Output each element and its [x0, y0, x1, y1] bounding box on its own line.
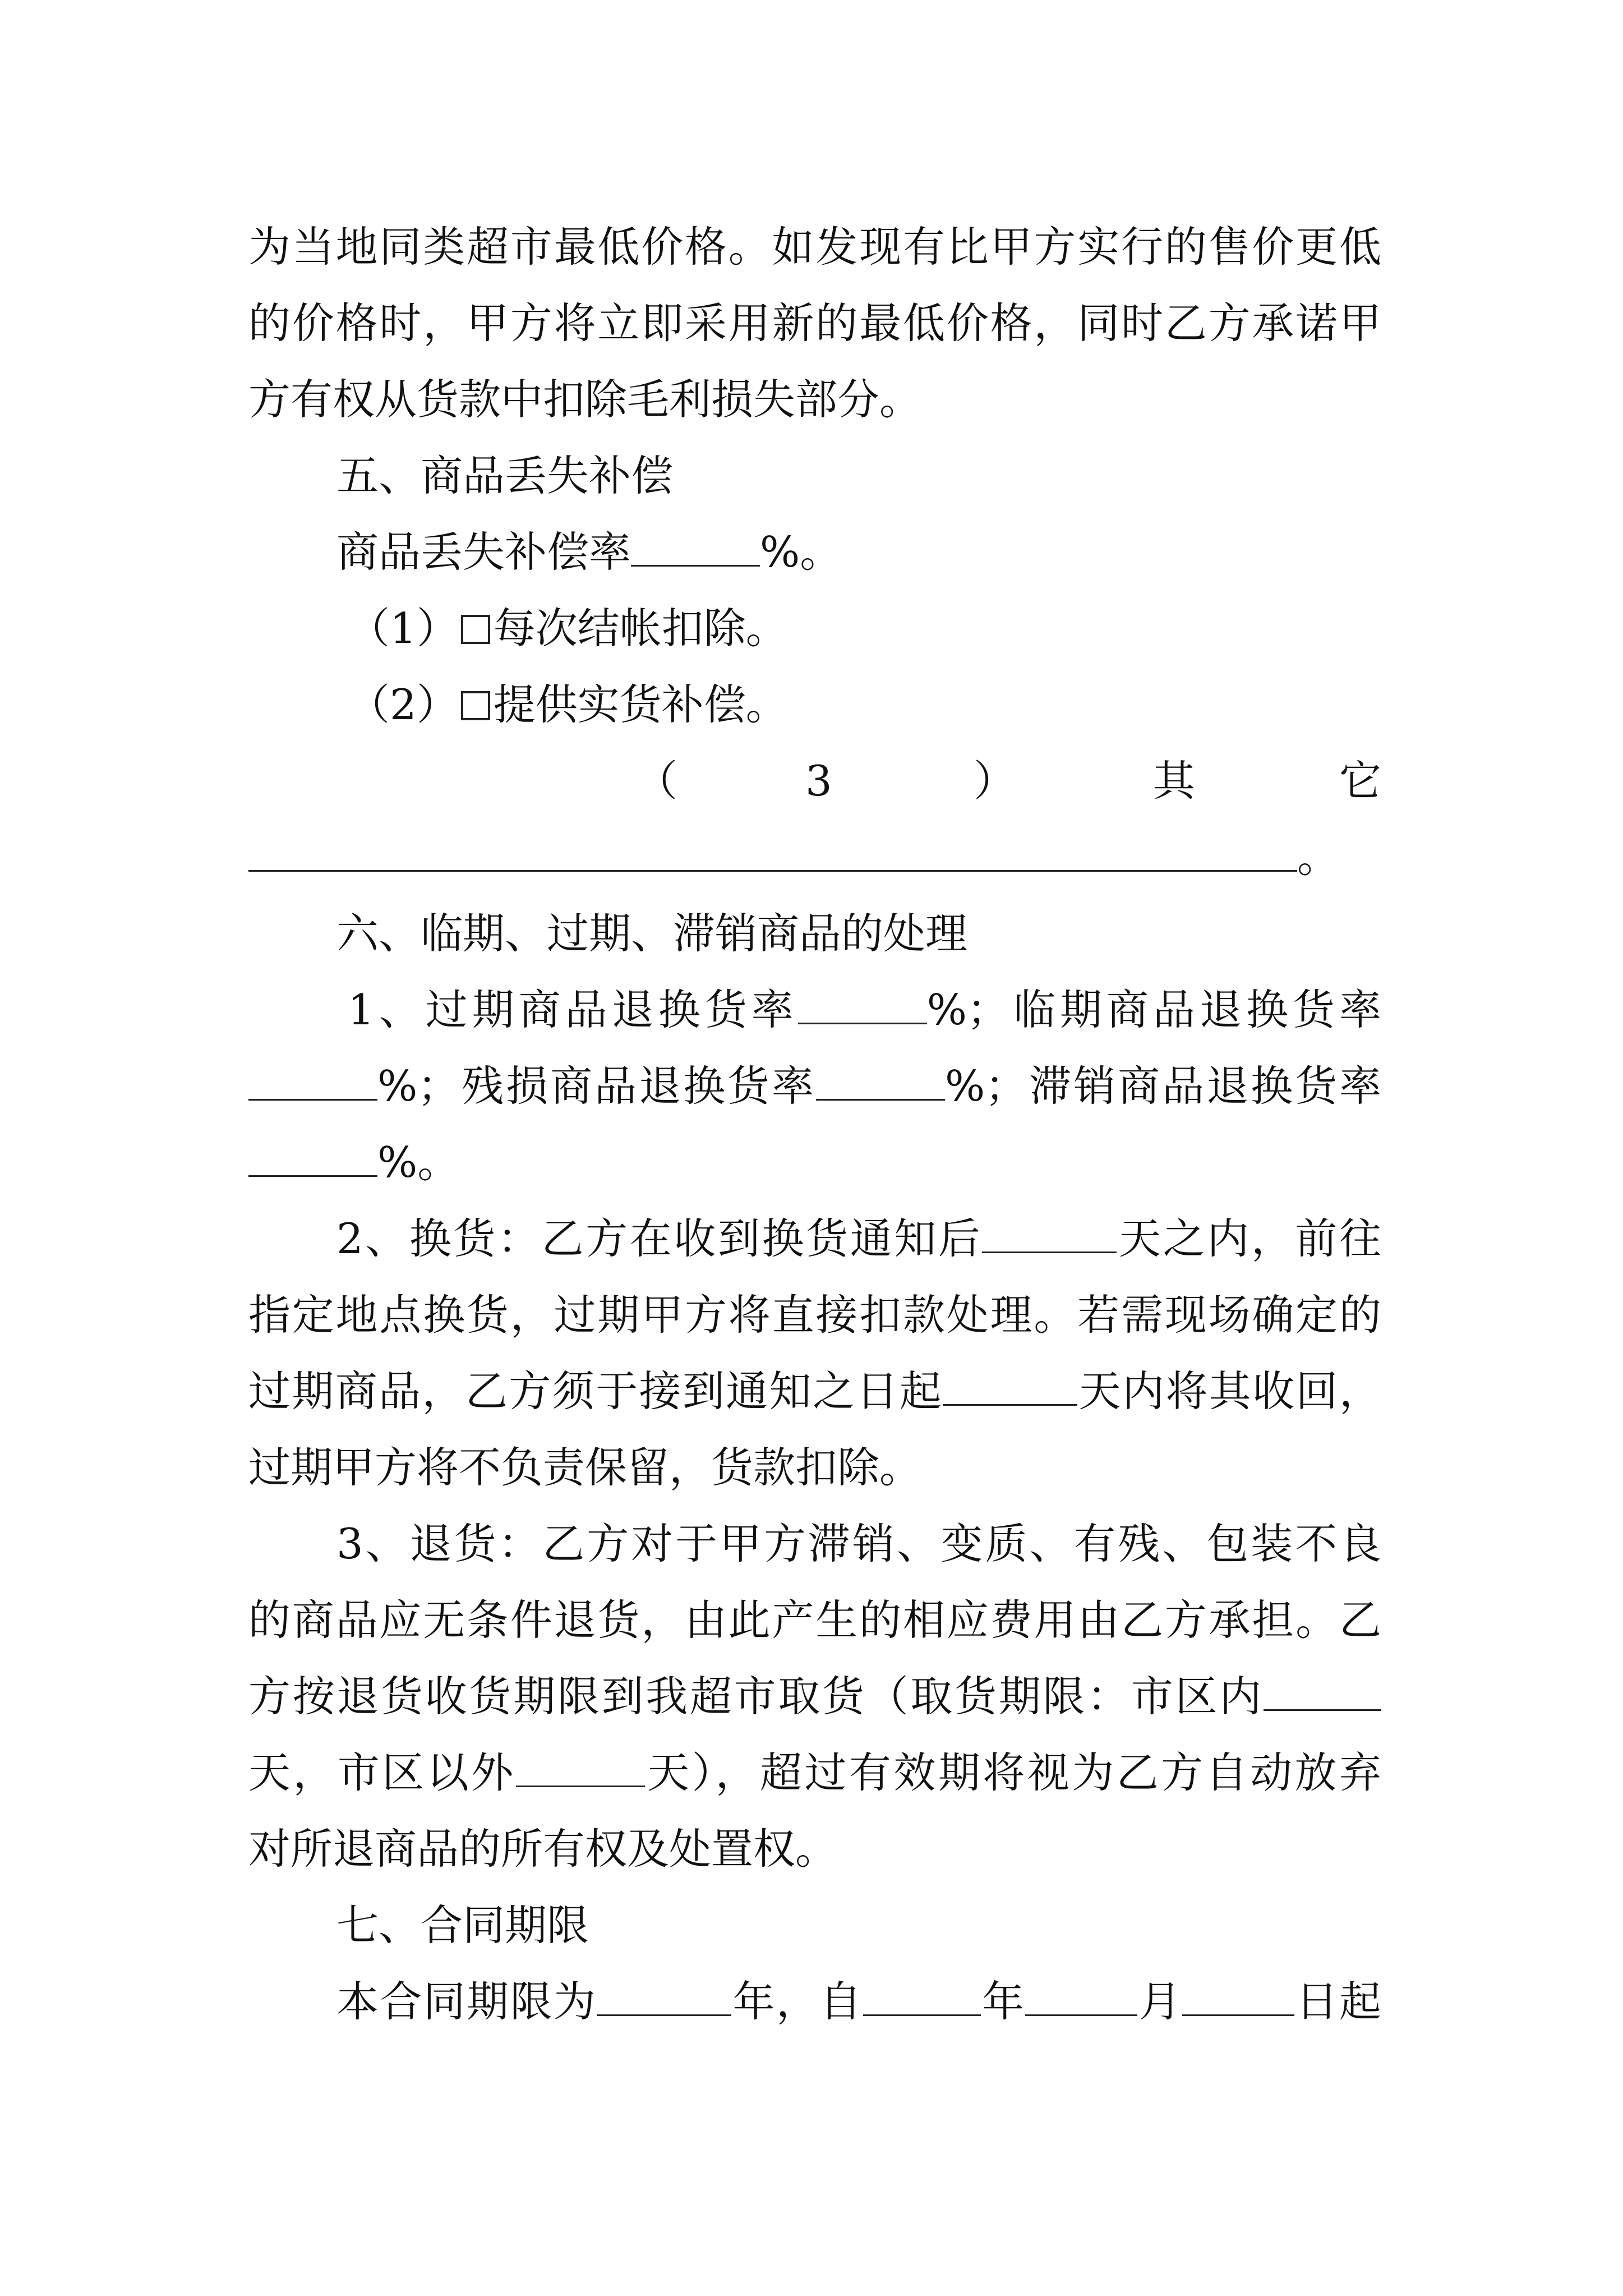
- text-line: [336, 1971, 1381, 2032]
- text-line: [336, 1208, 1381, 1269]
- text-line: [248, 1131, 1381, 1193]
- section-heading: 七、合同期限: [336, 1901, 589, 1950]
- text-line: [348, 979, 1381, 1041]
- section-heading: 六、临期、过期、滞销商品的处理: [336, 909, 968, 958]
- option-label: 每次结帐扣除。: [493, 604, 788, 653]
- label: 方按退货收货期限到我超市取货（取货期限：市区内: [248, 1672, 1264, 1721]
- checkbox-icon[interactable]: [461, 691, 490, 720]
- text-char: 3: [805, 756, 832, 806]
- label: %；残损商品退换货率: [377, 1061, 816, 1111]
- option-line: [348, 597, 1381, 659]
- text-line: 方有权从货款中扣除毛利损失部分。: [248, 375, 922, 424]
- label: 1、过期商品退换货率: [348, 985, 798, 1034]
- label: 年: [980, 1977, 1026, 2026]
- text-line: [336, 521, 1381, 583]
- option-label: 提供实货补偿。: [493, 680, 788, 729]
- label: 商品丢失补偿率: [336, 527, 631, 577]
- text-line: 的价格时，甲方将立即采用新的最低价格，同时乙方承诺甲: [248, 298, 1381, 348]
- label: 。: [1297, 832, 1340, 882]
- label: %。: [760, 527, 842, 577]
- option-line: [248, 750, 1381, 812]
- fill-blank[interactable]: [863, 1978, 981, 2016]
- text-line: [248, 1665, 1381, 1727]
- text-char: （: [635, 756, 678, 806]
- label: 本合同期限为: [336, 1977, 597, 2026]
- fill-blank[interactable]: [1264, 1673, 1381, 1711]
- label: 天内将其收回，: [1077, 1366, 1381, 1416]
- text-line: 3、退货：乙方对于甲方滞销、变质、有残、包装不良: [336, 1519, 1381, 1568]
- fill-blank[interactable]: [1182, 1978, 1294, 2016]
- fill-blank[interactable]: [597, 1978, 731, 2016]
- label: 天之内，前往: [1117, 1214, 1381, 1263]
- label: 天），超过有效期将视为乙方自动放弃: [644, 1748, 1381, 1797]
- text-line: [248, 1055, 1381, 1117]
- label: %；临期商品退换货率: [926, 985, 1382, 1034]
- label: 2、换货：乙方在收到换货通知后: [336, 1214, 983, 1263]
- fill-blank[interactable]: [982, 1216, 1117, 1253]
- text-line: 指定地点换货，过期甲方将直接扣款处理。若需现场确定的: [248, 1290, 1381, 1340]
- label: 过期商品，乙方须于接到通知之日起: [248, 1366, 943, 1416]
- text-line: 为当地同类超市最低价格。如发现有比甲方实行的售价更低: [248, 222, 1381, 272]
- fill-blank[interactable]: [798, 987, 927, 1024]
- label: 日起: [1294, 1977, 1381, 2026]
- fill-blank[interactable]: [516, 1750, 645, 1787]
- fill-blank[interactable]: [248, 1063, 377, 1101]
- fill-blank[interactable]: [943, 1368, 1077, 1406]
- checkbox-icon[interactable]: [461, 615, 490, 644]
- text-char: ）: [974, 756, 1016, 806]
- text-line: 的商品应无条件退货，由此产生的相应费用由乙方承担。乙: [248, 1595, 1381, 1645]
- text-line: 对所退商品的所有权及处置权。: [248, 1824, 838, 1874]
- text-line: [248, 1360, 1381, 1422]
- label: 年，自: [731, 1977, 863, 2026]
- text-line: [248, 1742, 1381, 1803]
- text-char: 它: [1339, 756, 1382, 806]
- label: %。: [377, 1138, 460, 1187]
- text-char: 其: [1153, 756, 1196, 806]
- option-number: （1）: [348, 604, 459, 653]
- fill-blank[interactable]: [816, 1063, 945, 1101]
- label: 月: [1137, 1977, 1183, 2026]
- label: 天，市区以外: [248, 1748, 516, 1797]
- text-line: [248, 826, 1381, 888]
- option-line: [348, 674, 1381, 735]
- fill-blank[interactable]: [248, 1139, 377, 1177]
- fill-blank[interactable]: [248, 834, 1297, 872]
- section-heading: 五、商品丢失补偿: [336, 451, 674, 500]
- fill-blank[interactable]: [1025, 1978, 1137, 2016]
- fill-blank[interactable]: [631, 529, 760, 567]
- text-line: 过期甲方将不负责保留，货款扣除。: [248, 1443, 922, 1492]
- label: %；滞销商品退换货率: [944, 1061, 1381, 1111]
- option-number: （2）: [348, 680, 459, 729]
